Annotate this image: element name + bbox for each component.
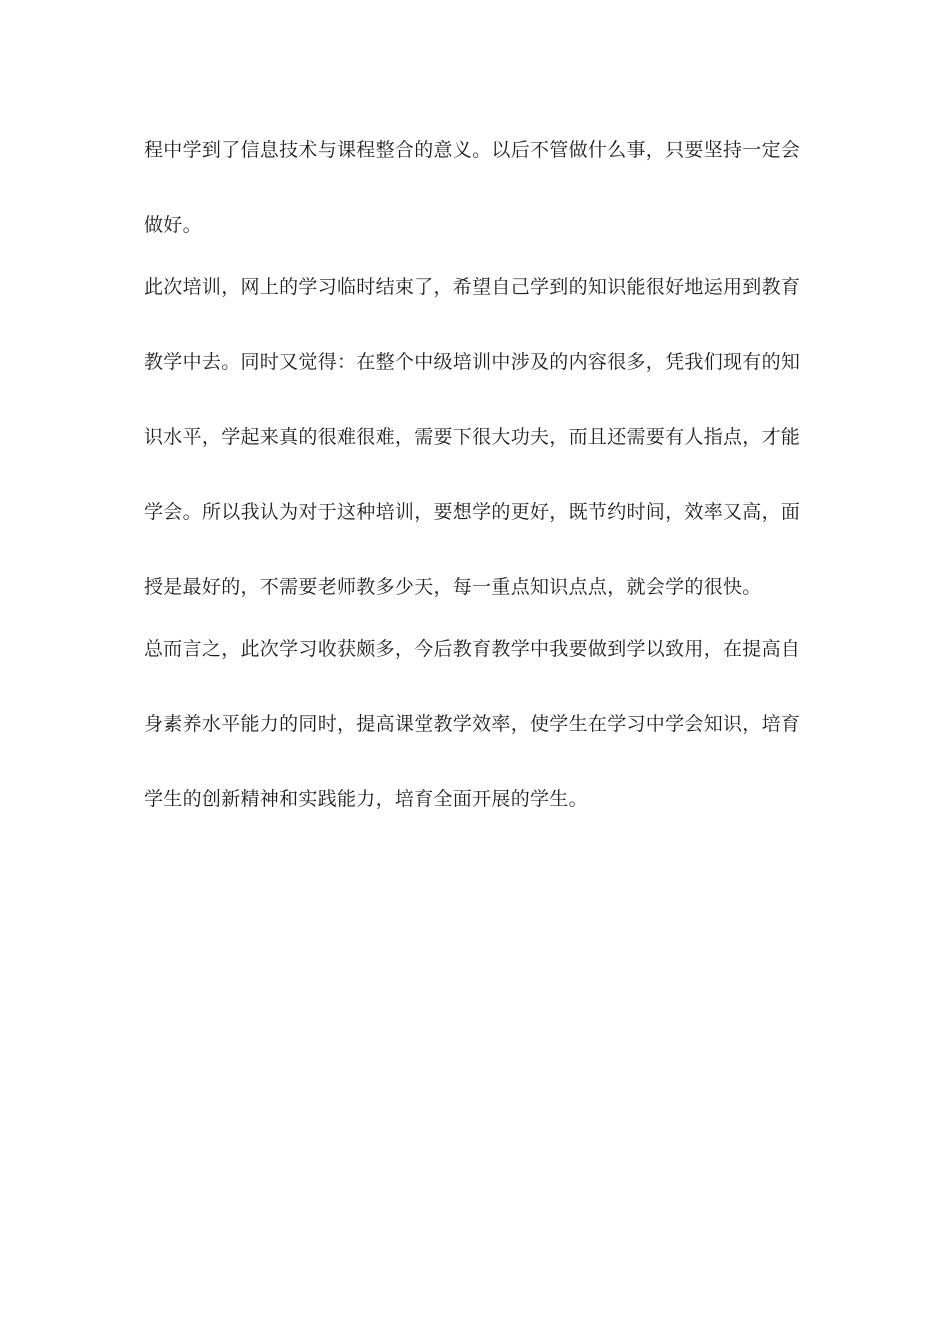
text-line: 学会。所以我认为对于这种培训，要想学的更好，既节约时间，效率又高，面 bbox=[144, 501, 801, 523]
text-line: 做好。 bbox=[144, 214, 202, 236]
text-line: 身素养水平能力的同时，提高课堂教学效率，使学生在学习中学会知识，培育 bbox=[144, 713, 801, 735]
text-line: 总而言之，此次学习收获颇多，今后教育教学中我要做到学以致用，在提高自 bbox=[144, 638, 801, 660]
text-line: 授是最好的，不需要老师教多少天，每一重点知识点点，就会学的很快。 bbox=[144, 576, 762, 598]
text-line: 教学中去。同时又觉得：在整个中级培训中涉及的内容很多，凭我们现有的知 bbox=[144, 351, 801, 373]
text-line: 此次培训，网上的学习临时结束了，希望自己学到的知识能很好地运用到教育 bbox=[144, 276, 801, 298]
text-line: 程中学到了信息技术与课程整合的意义。以后不管做什么事，只要坚持一定会 bbox=[144, 139, 801, 161]
text-line: 识水平，学起来真的很难很难，需要下很大功夫，而且还需要有人指点，才能 bbox=[144, 426, 801, 448]
text-line: 学生的创新精神和实践能力，培育全面开展的学生。 bbox=[144, 788, 588, 810]
